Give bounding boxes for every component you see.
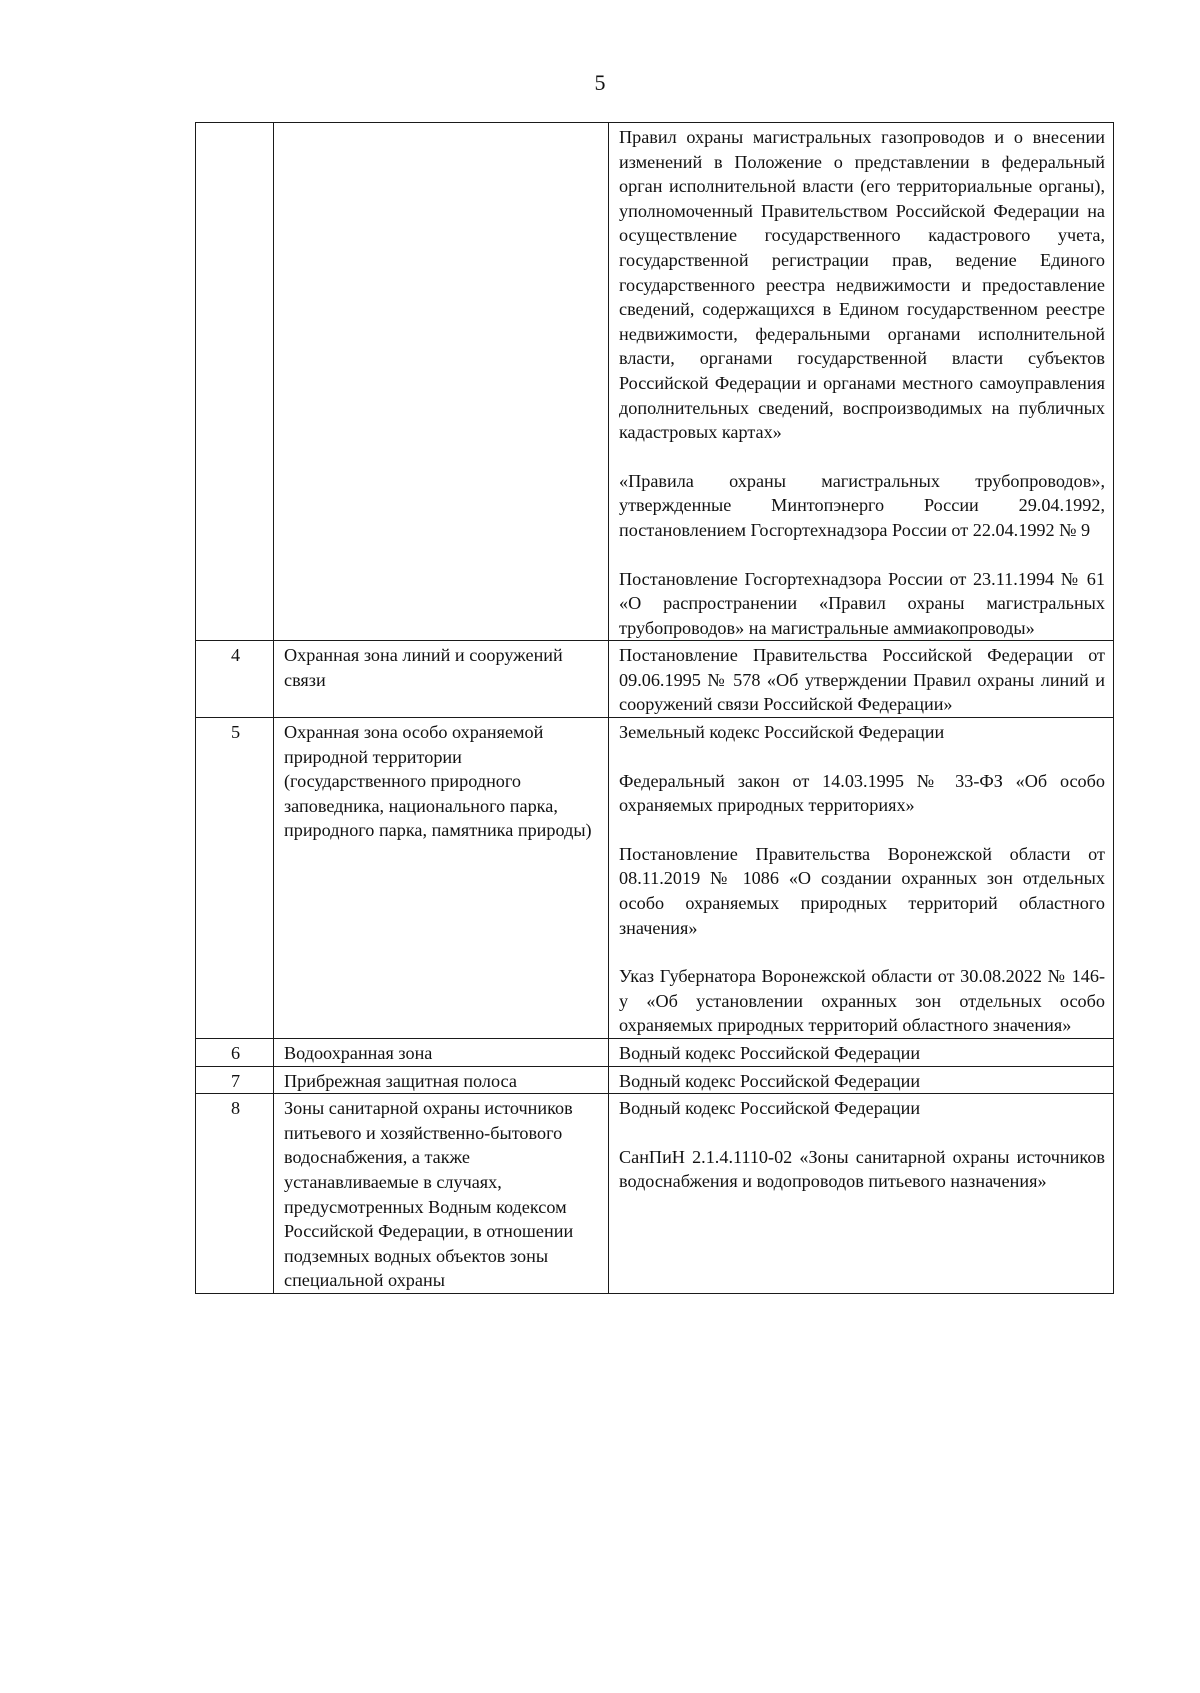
- page-number: 5: [594, 70, 606, 95]
- document-entry: Правил охраны магистральных газопроводов и о внесении изменений в Положение о представлении в федеральный орган исполнительной власти (его территориальные органы), уполномоченный Правительством Российской Федерации на осуществление государственного кадастрового учета, государственной регистрации прав, ведение Единого государственного реестра недвижимости и предоставление сведений, содержащихся в Едином государственном реестре недвижимости, федеральными органами исполнительной власти, органами государственной власти субъектов Российской Федерации и органами местного самоуправления дополнительных сведений, воспроизводимых на публичных кадастровых картах»: [619, 127, 1105, 443]
- documents-cell: [609, 123, 1114, 641]
- documents-cell: [609, 1066, 1114, 1094]
- table-row-5: [196, 718, 1114, 1039]
- document-entry: Водный кодекс Российской Федерации: [619, 1070, 921, 1091]
- document-entry: Водный кодекс Российской Федерации: [619, 1098, 921, 1119]
- table-row-4: [196, 641, 1114, 718]
- row-number: 4: [196, 641, 274, 718]
- document-entry: Федеральный закон от 14.03.1995 № 33-ФЗ «Об особо охраняемых природных территориях»: [619, 770, 1105, 816]
- documents-cell: [609, 1094, 1114, 1294]
- document-entry: Постановление Госгортехнадзора России от 23.11.1994 № 61 «О распространении «Правил охраны магистральных трубопроводов» на магистральные аммиакопроводы»: [619, 568, 1105, 638]
- row-number: 5: [196, 718, 274, 1039]
- regulation-table: [195, 122, 1114, 1294]
- table-row-7: [196, 1066, 1114, 1094]
- documents-cell: [609, 718, 1114, 1039]
- zone-name: Охранная зона линий и сооружений связи: [274, 641, 609, 718]
- zone-name: Охранная зона особо охраняемой природной территории (государственного природного заповедника, национального парка, природного парка, памятника природы): [274, 718, 609, 1039]
- row-number: 8: [196, 1094, 274, 1294]
- document-entry: Земельный кодекс Российской Федерации: [619, 722, 945, 743]
- documents-cell: [609, 1039, 1114, 1067]
- zone-name: [274, 123, 609, 641]
- zone-name: Зоны санитарной охраны источников питьевого и хозяйственно-бытового водоснабжения, а также устанавливаемые в случаях, предусмотренных Водным кодексом Российской Федерации, в отношении подземных водных объектов зоны специальной охраны: [274, 1094, 609, 1294]
- document-entry: СанПиН 2.1.4.1110-02 «Зоны санитарной охраны источников водоснабжения и водопроводов питьевого назначения»: [619, 1146, 1105, 1192]
- document-entry: Постановление Правительства Воронежской области от 08.11.2019 № 1086 «О создании охранных зон отдельных особо охраняемых природных территорий областного значения»: [619, 843, 1105, 938]
- table-row-8: [196, 1094, 1114, 1294]
- document-entry: Водный кодекс Российской Федерации: [619, 1043, 921, 1063]
- zone-name: Водоохранная зона: [274, 1039, 609, 1067]
- document-entry: Указ Губернатора Воронежской области от 30.08.2022 № 146-у «Об установлении охранных зон отдельных особо охраняемых природных территорий областного значения»: [619, 966, 1105, 1036]
- documents-cell: [609, 641, 1114, 718]
- table-row-continuation: [196, 123, 1114, 641]
- document-entry: Постановление Правительства Российской Федерации от 09.06.1995 № 578 «Об утверждении Правил охраны линий и сооружений связи Российской Федерации»: [619, 645, 1105, 715]
- zone-name: Прибрежная защитная полоса: [274, 1066, 609, 1094]
- row-number: 6: [196, 1039, 274, 1067]
- table-row-6: [196, 1039, 1114, 1067]
- row-number: [196, 123, 274, 641]
- document-entry: «Правила охраны магистральных трубопроводов», утвержденные Минтопэнерго России 29.04.1992, постановлением Госгортехнадзора России от 22.04.1992 № 9: [619, 470, 1105, 540]
- row-number: 7: [196, 1066, 274, 1094]
